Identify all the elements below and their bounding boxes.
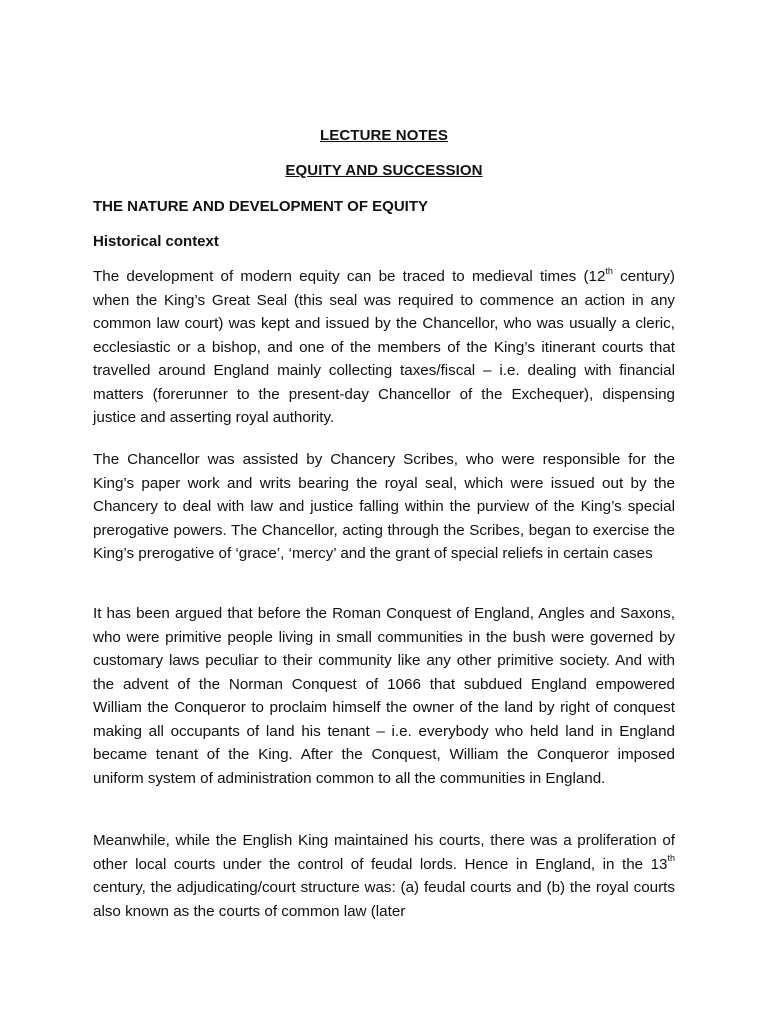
section-heading: THE NATURE AND DEVELOPMENT OF EQUITY (93, 198, 429, 215)
paragraph-4 (93, 829, 675, 923)
paragraph-4-superscript: th (667, 853, 675, 864)
paragraph-4-text-start: Meanwhile, while the English King maintained his courts, there was a proliferation of other local courts under the control of feudal lords. Hence in England, in the 13 (93, 832, 675, 873)
document-subtitle: EQUITY AND SUCCESSION (285, 162, 483, 179)
paragraph-1-text-start: The development of modern equity can be traced to medieval times (12 (93, 268, 606, 285)
paragraph-1-superscript: th (605, 265, 613, 276)
paragraph-4-text-end: century, the adjudicating/court structure was: (a) feudal courts and (b) the royal courts also known as the courts of common law (later (93, 879, 675, 920)
paragraph-1 (93, 265, 675, 430)
document-title: LECTURE NOTES (320, 127, 448, 144)
paragraph-3: It has been argued that before the Roman Conquest of England, Angles and Saxons, who were primitive people living in small communities in the bush were governed by customary laws peculiar to their community like any other primitive society. And with the advent of the Norman Conquest of 1066 that subdued England empowered William the Conqueror to proclaim himself the owner of the land by right of conquest making all occupants of land his tenant – i.e. everybody who held land in England became tenant of the King. After the Conquest, William the Conqueror imposed uniform system of administration common to all the communities in England. (93, 605, 675, 787)
subsection-heading: Historical context (93, 233, 219, 250)
paragraph-1-text-end: century) when the King’s Great Seal (this seal was required to commence an action in any common law court) was kept and issued by the Chancellor, who was usually a cleric, ecclesiastic or a bishop, and one of the members of the King’s itinerant courts that travelled around England mainly collecting taxes/fiscal – i.e. dealing with financial matters (forerunner to the present-day Chancellor of the Exchequer), dispensing justice and asserting royal authority. (93, 268, 675, 426)
paragraph-2: The Chancellor was assisted by Chancery Scribes, who were responsible for the King’s paper work and writs bearing the royal seal, which were issued out by the Chancery to deal with law and justice falling within the purview of the King’s special prerogative powers. The Chancellor, acting through the Scribes, began to exercise the King’s prerogative of ‘grace’, ‘mercy’ and the grant of special reliefs in certain cases (93, 451, 675, 562)
